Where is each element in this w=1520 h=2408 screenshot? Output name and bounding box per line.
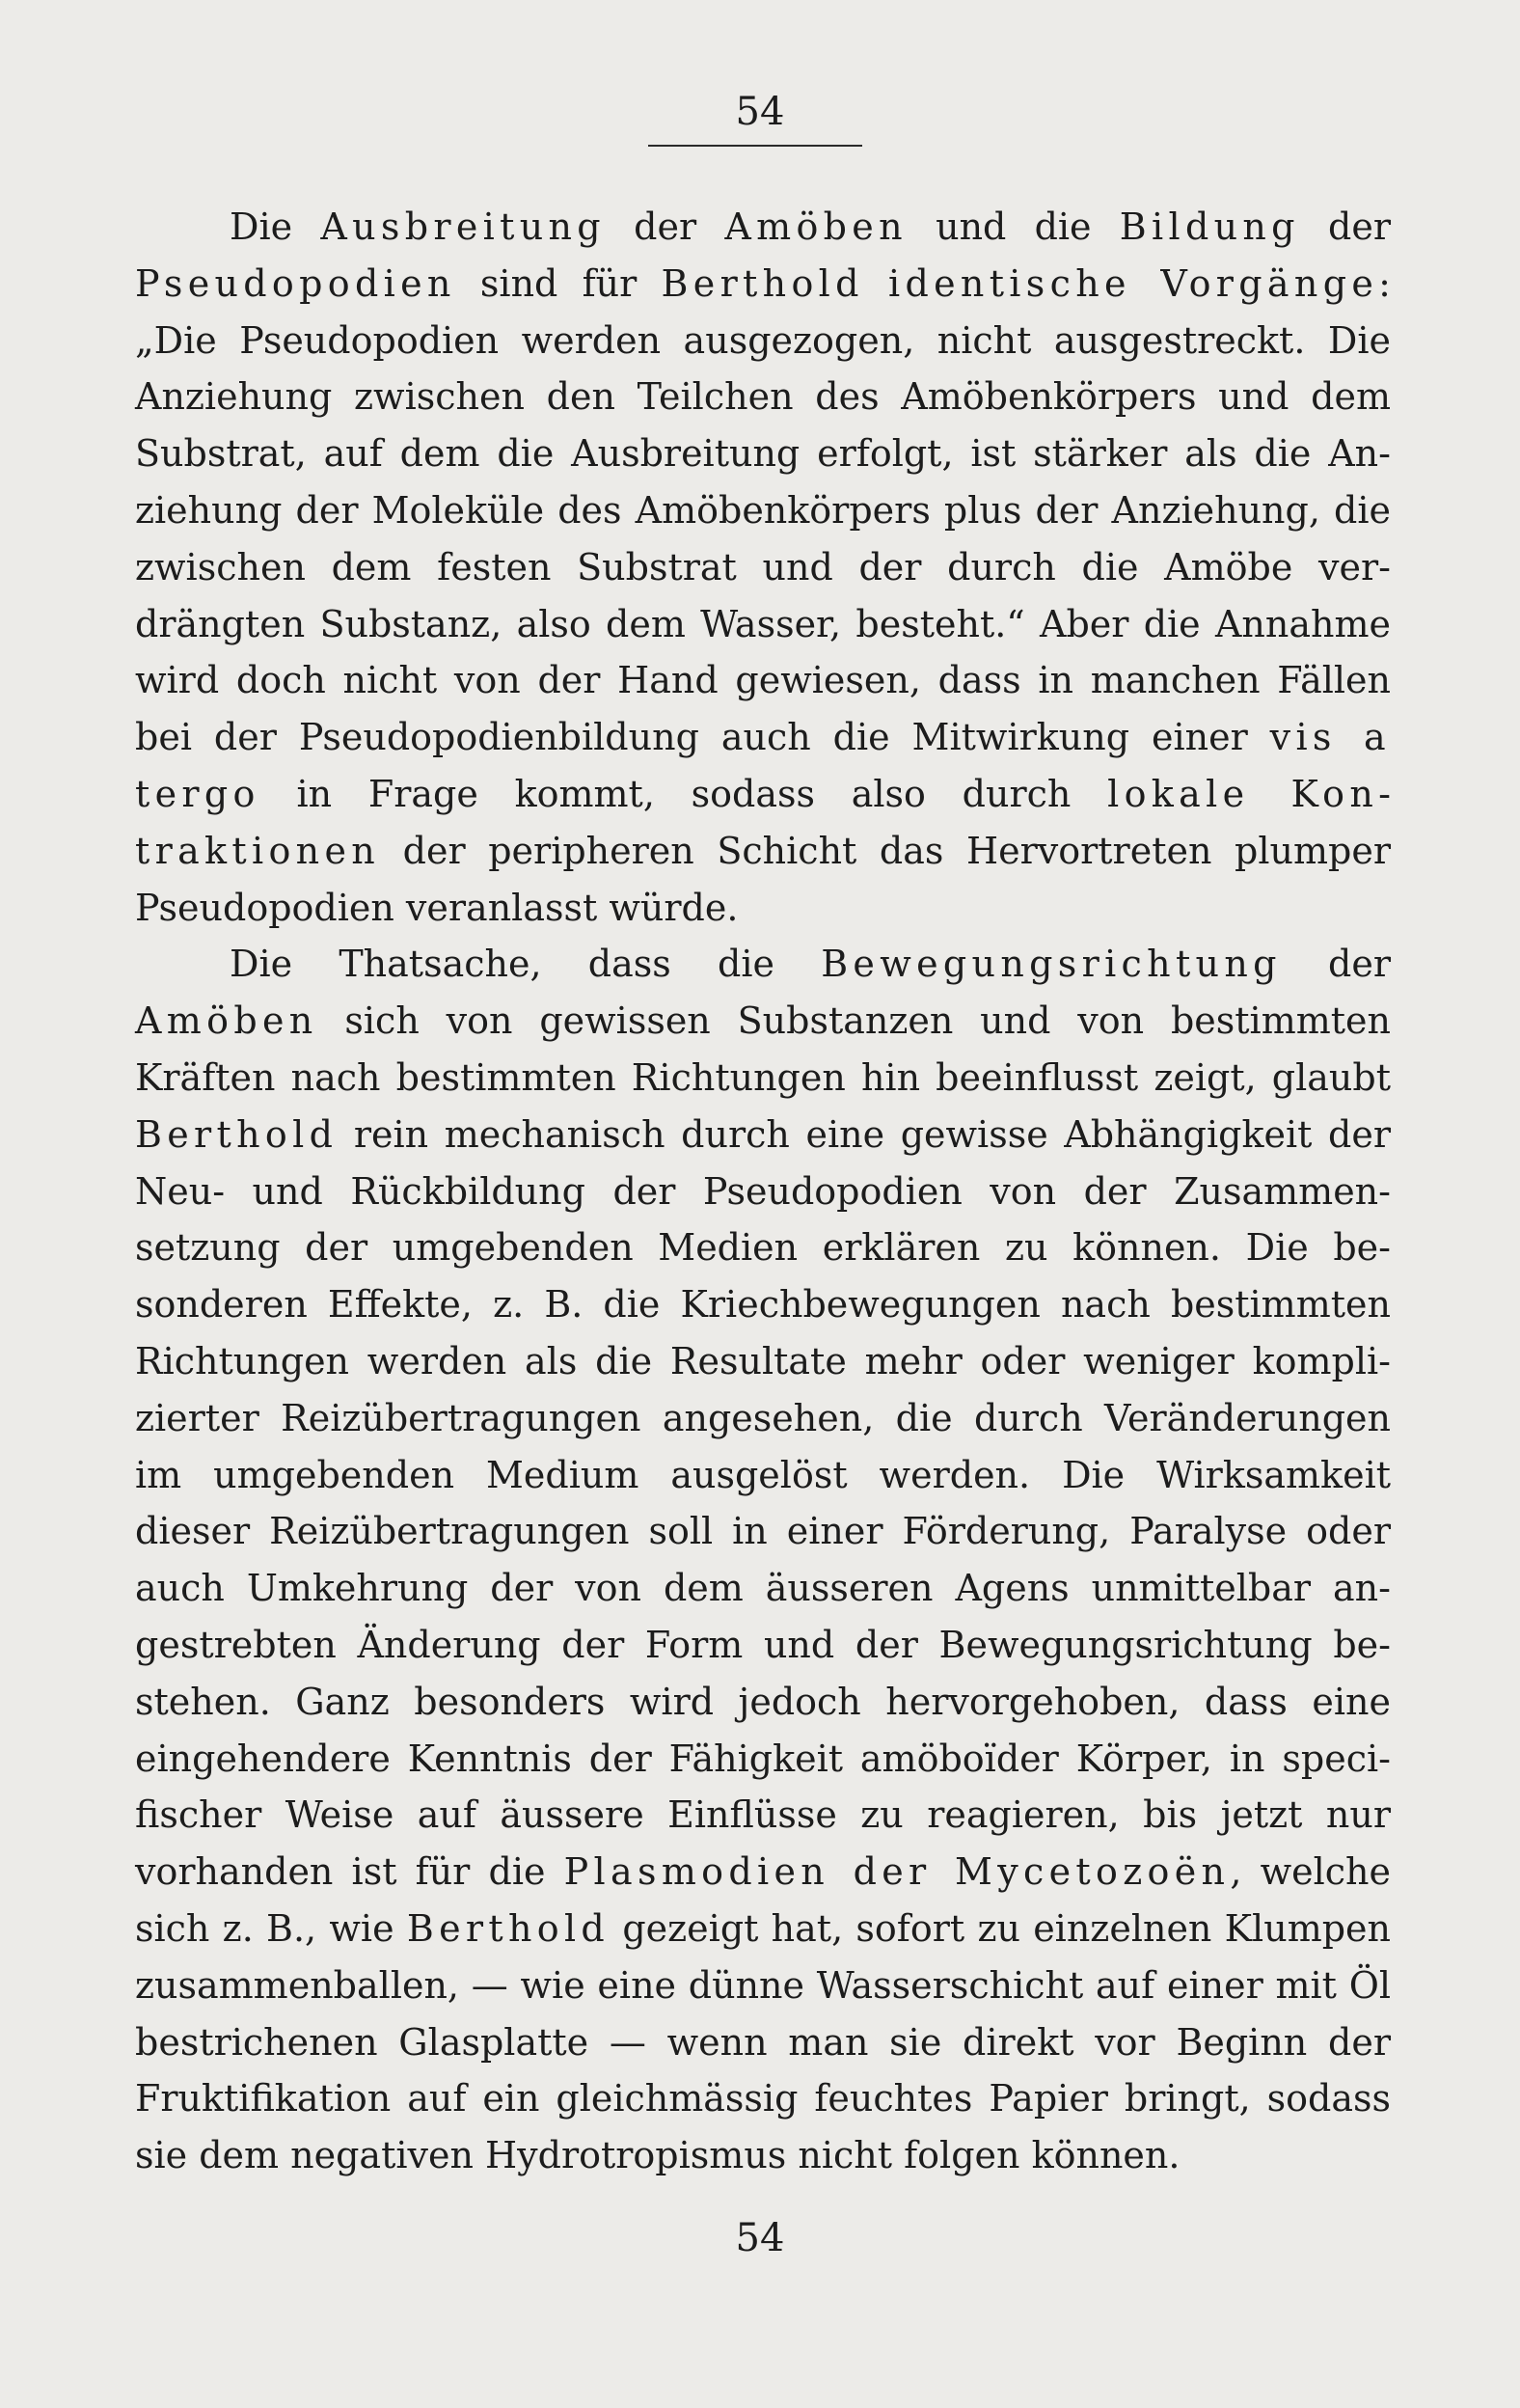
text-run: sich von gewissen Substanzen und von bestimmten Kräften nach bestimmten Richtungen hin beeinflusst zeigt, glaubt [135, 999, 1391, 1099]
text-run: Die Thatsache, dass die [230, 943, 822, 986]
text-run: : „Die Pseudopodien werden ausgezogen, nicht ausgestreckt. Die Anziehung zwischen den Teilchen des Amöbenkörpers und dem Substrat, auf dem die Ausbreitung erfolgt, ist stärker als die Anziehung der Moleküle des Amöbenkörpers plus der Anziehung, die zwischen dem festen Substrat und der durch die Amöbe verdrängten Substanz, also dem Wasser, besteht.“ Aber die Annahme wird doch nicht von der Hand gewiesen, dass in manchen Fällen bei der Pseudopodienbildung auch die Mitwirkung einer [135, 261, 1391, 759]
body-text [135, 199, 1391, 2184]
spaced-emphasis: Bewegungsrichtung [821, 943, 1282, 986]
text-run: gezeigt hat, sofort zu einzelnen Klumpen zusammenballen, — wie eine dünne Wasserschicht auf einer mit Öl bestrichenen Glasplatte — wenn man sie direkt vor Beginn der Fruktifikation auf ein gleichmässig feuchtes Papier bringt, sodass sie dem negativen Hydrotropismus nicht folgen können. [135, 1906, 1392, 2177]
spaced-emphasis: Plasmodien der Mycetozoën [563, 1850, 1231, 1894]
spaced-emphasis: Pseudopodien [135, 261, 456, 305]
text-run: der [1299, 205, 1392, 248]
header-page-number: 54 [735, 90, 785, 134]
spaced-emphasis: Ausbreitung [320, 205, 606, 248]
text-run: in Frage kommt, sodass also durch [259, 772, 1108, 815]
spaced-emphasis: Berthold [406, 1906, 611, 1950]
text-run: sind für [455, 261, 662, 305]
text-run: und die [907, 205, 1120, 248]
spaced-emphasis: lokale Kontraktionen [135, 772, 1391, 872]
text-run [864, 262, 888, 305]
spaced-emphasis: Amöben [724, 205, 908, 248]
text-run: Die [230, 205, 321, 248]
spaced-emphasis: Amöben [135, 999, 318, 1043]
paragraph [135, 199, 1391, 936]
spaced-emphasis: Bildung [1119, 205, 1300, 248]
paragraph [135, 936, 1391, 2184]
spaced-emphasis: identische Vorgänge [887, 261, 1379, 305]
spaced-emphasis: Berthold [661, 261, 864, 305]
text-run: der [1281, 943, 1391, 986]
text-run: der [605, 205, 725, 248]
footer-page-number: 54 [735, 2216, 785, 2260]
text-run: der peripheren Schicht das Hervortreten plumper Pseudopodien veranlasst würde. [135, 829, 1391, 929]
text-run: , welche sich z. B., wie [135, 1850, 1391, 1950]
header-rule [648, 145, 862, 147]
spaced-emphasis: vis a tergo [135, 716, 1391, 815]
spaced-emphasis: Berthold [135, 1112, 339, 1156]
text-run: rein mechanisch durch eine gewisse Abhängigkeit der Neu- und Rückbildung der Pseudopodien von der Zusammensetzung der umgebenden Medien erklären zu können. Die besonderen Effekte, z. B. die Kriechbewegungen nach bestimmten Richtungen werden als die Resultate mehr oder weniger komplizierter Reizübertragungen angesehen, die durch Veränderungen im umgebenden Medium ausgelöst werden. Die Wirksamkeit dieser Reizübertragungen soll in einer Förderung, Paralyse oder auch Umkehrung der von dem äusseren Agens unmittelbar angestrebten Änderung der Form und der Bewegungsrichtung bestehen. Ganz besonders wird jedoch hervorgehoben, dass eine eingehendere Kenntnis der Fähigkeit amöboïder Körper, in specifischer Weise auf äussere Einflüsse zu reagieren, bis jetzt nur vorhanden ist für die [135, 1112, 1391, 1894]
